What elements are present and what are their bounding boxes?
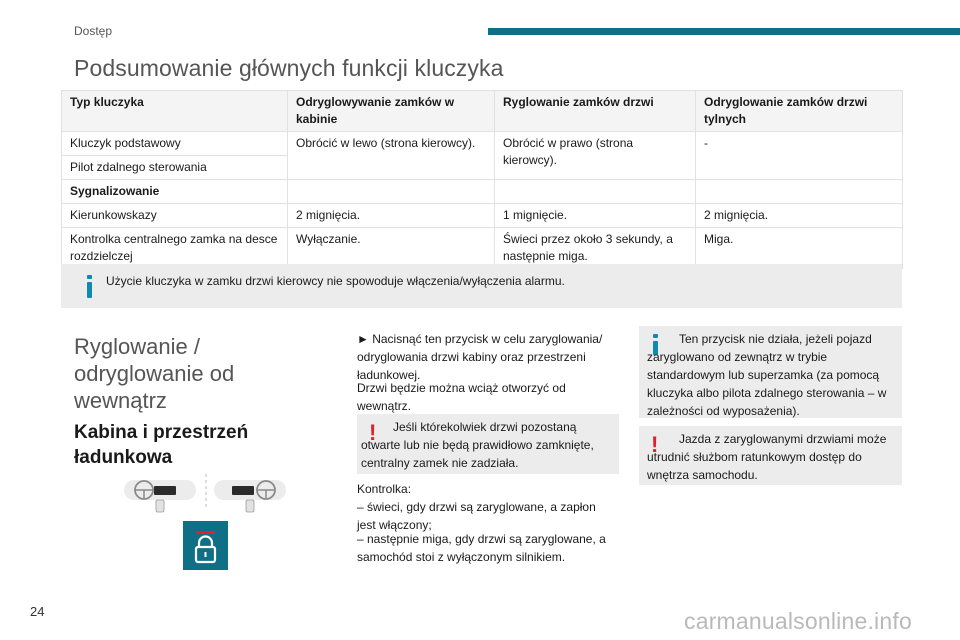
table-cell: 1 mignięcie. bbox=[495, 204, 696, 228]
door-lock-buttons-illustration bbox=[118, 470, 294, 514]
table-row bbox=[62, 132, 903, 156]
section-heading: Ryglowanie / odryglowanie od wewnątrz bbox=[74, 334, 235, 413]
alarm-note-text: Użycie kluczyka w zamku drzwi kierowcy nie spowoduje włączenia/wyłączenia alarmu. bbox=[106, 274, 565, 288]
table-cell: Miga. bbox=[696, 228, 903, 269]
indicator-state-blink: – następnie miga, gdy drzwi są zaryglowane, a samochód stoi z wyłączonym silnikiem. bbox=[357, 532, 606, 564]
key-functions-table bbox=[61, 90, 903, 269]
key-fob-icon bbox=[156, 500, 164, 512]
lock-button-right bbox=[232, 486, 254, 495]
lock-button-instruction: ► Nacisnąć ten przycisk w celu zaryglowania/ odryglowania drzwi kabiny oraz przestrzeni ładunkowej. bbox=[357, 332, 603, 382]
central-lock-indicator-tile bbox=[183, 521, 228, 570]
table-row bbox=[62, 204, 903, 228]
warning-icon: ! bbox=[369, 420, 377, 445]
table-row bbox=[62, 180, 903, 204]
table-cell: Świeci przez około 3 sekundy, a następnie miga. bbox=[495, 228, 696, 269]
table-cell: Obrócić w lewo (strona kierowcy). bbox=[288, 132, 495, 180]
section-label: Dostęp bbox=[74, 24, 113, 38]
table-header-cell: Odryglowywanie zamków w kabinie bbox=[288, 91, 495, 132]
table-cell: Wyłączanie. bbox=[288, 228, 495, 269]
table-cell: Obrócić w prawo (strona kierowcy). bbox=[495, 132, 696, 180]
sub-heading: Kabina i przestrzeń ładunkowa bbox=[74, 422, 249, 468]
doors-open-from-inside-note: Drzwi będzie można wciąż otworzyć od wewnątrz. bbox=[357, 381, 566, 413]
table-row bbox=[62, 228, 903, 269]
info-icon-dot bbox=[87, 275, 92, 279]
table-cell: 2 mignięcia. bbox=[288, 204, 495, 228]
padlock-shackle bbox=[199, 537, 212, 548]
table-cell: Kontrolka centralnego zamka na desce rozdzielczej bbox=[62, 228, 288, 269]
table-cell: Pilot zdalnego sterowania bbox=[62, 156, 288, 180]
table-cell bbox=[288, 180, 495, 204]
table-cell: - bbox=[696, 132, 903, 180]
table-header-cell: Typ kluczyka bbox=[62, 91, 288, 132]
table-header-row bbox=[62, 91, 903, 132]
padlock-keyhole bbox=[205, 552, 207, 557]
info-button-inactive-text: Ten przycisk nie działa, jeżeli pojazd zaryglowano od zewnątrz w trybie standardowym lub superzamka (za pomocą kluczyka albo pilota zdalnego sterowania – w zależności od wyposażenia). bbox=[647, 332, 887, 418]
table-cell bbox=[495, 180, 696, 204]
page-number: 24 bbox=[30, 604, 45, 619]
table-cell: Sygnalizowanie bbox=[62, 180, 288, 204]
warning-icon: ! bbox=[651, 432, 659, 457]
info-icon bbox=[87, 282, 92, 298]
table-cell: Kluczyk podstawowy bbox=[62, 132, 288, 156]
warning-emergency-text: Jazda z zaryglowanymi drzwiami może utrudnić służbom ratunkowym dostęp do wnętrza samochodu. bbox=[647, 432, 887, 482]
table-header-cell: Odryglowanie zamków drzwi tylnych bbox=[696, 91, 903, 132]
lock-button-left bbox=[154, 486, 176, 495]
key-fob-icon bbox=[246, 500, 254, 512]
table-header-cell: Ryglowanie zamków drzwi bbox=[495, 91, 696, 132]
page-title: Podsumowanie głównych funkcji kluczyka bbox=[74, 55, 504, 81]
header-accent-bar bbox=[488, 28, 960, 35]
padlock-icon bbox=[183, 521, 228, 570]
table-cell: Kierunkowskazy bbox=[62, 204, 288, 228]
warning-doors-text: Jeśli którekolwiek drzwi pozostaną otwarte lub nie będą prawidłowo zamknięte, centralny zamek nie zadziała. bbox=[361, 420, 594, 470]
indicator-label: Kontrolka: bbox=[357, 482, 412, 496]
indicator-state-on: – świeci, gdy drzwi są zaryglowane, a zapłon jest włączony; bbox=[357, 500, 596, 532]
watermark: carmanualsonline.info bbox=[684, 608, 912, 634]
table-cell bbox=[696, 180, 903, 204]
indicator-light bbox=[196, 531, 215, 534]
table-cell: 2 mignięcia. bbox=[696, 204, 903, 228]
